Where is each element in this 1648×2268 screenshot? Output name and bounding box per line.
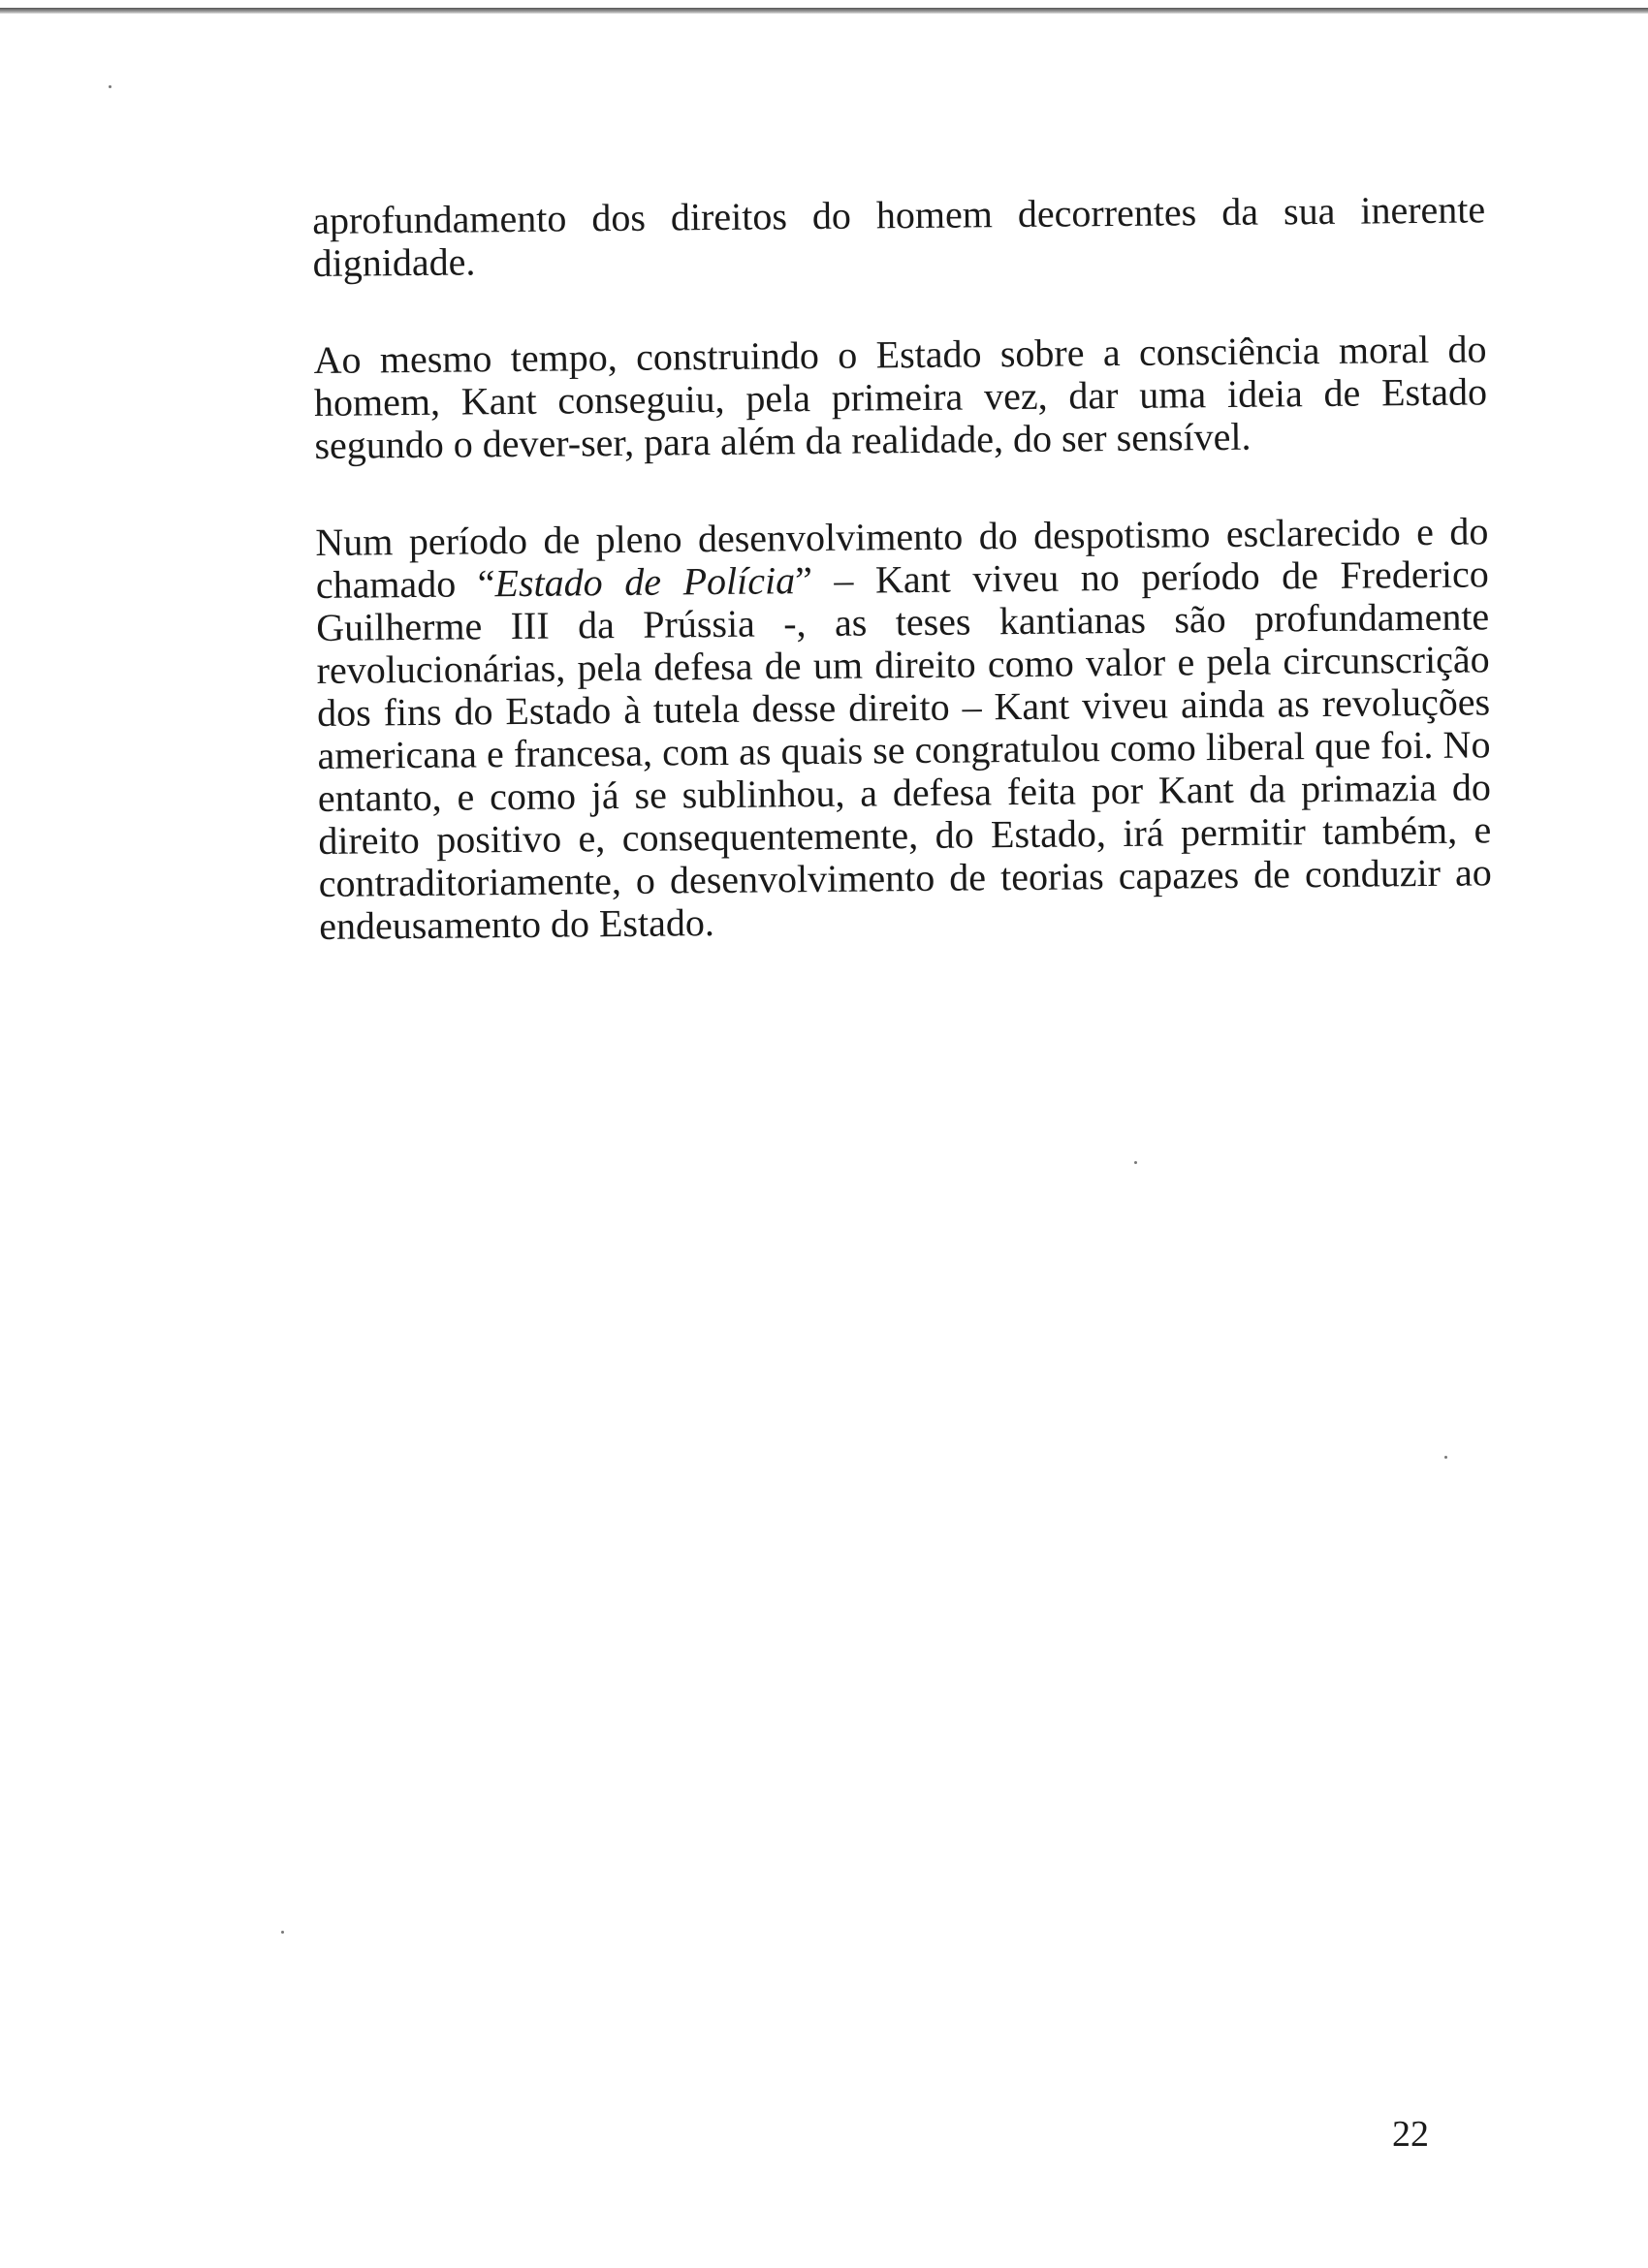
scan-speck [1444, 1456, 1447, 1459]
paragraph-2: Ao mesmo tempo, construindo o Estado sobre a consciência moral do homem, Kant conseguiu, pela primeira vez, dar uma ideia de Estado segundo o dever-ser, para além da realidade, do ser sensível. [313, 327, 1488, 467]
document-body [312, 188, 1493, 1002]
scan-speck [1134, 1161, 1137, 1164]
paragraph-3 [315, 510, 1492, 948]
scan-top-edge [0, 8, 1648, 14]
paragraph-1: aprofundamento dos direitos do homem decorrentes da sua inerente dignidade. [311, 187, 1486, 285]
scan-speck [281, 1931, 284, 1934]
paragraph-3-text-end: ” – Kant viveu no período de Frederico Guilherme III da Prússia -, as teses kantianas são profundamente revolucionárias, pela defesa de um direito como valor e pela circunscrição dos fins do Estado à tutela desse direito – Kant viveu ainda as revoluções americana e francesa, com as quais se congratulou como liberal que foi. No entanto, e como já se sublinhou, a defesa feita por Kant da primazia do direito positivo e, consequentemente, do Estado, irá permitir também, e contraditoriamente, o desenvolvimento de teorias capazes de conduzir ao endeusamento do Estado. [316, 551, 1492, 948]
scan-speck [109, 85, 111, 88]
paragraph-3-italic-term: Estado de Polícia [494, 558, 796, 606]
page-number: 22 [1392, 2114, 1429, 2155]
paragraph-3-text-start: Num período de pleno desenvolvimento do despotismo esclarecido e do chamado “ [315, 509, 1489, 607]
